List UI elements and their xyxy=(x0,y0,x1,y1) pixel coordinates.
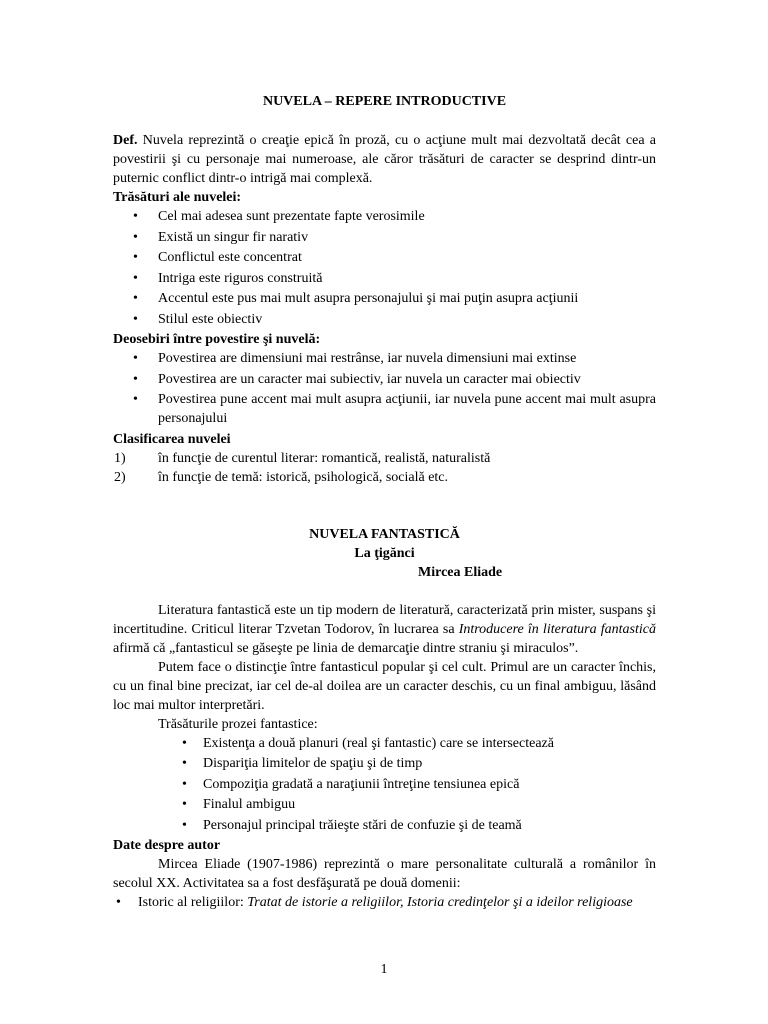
list-item xyxy=(113,893,656,912)
list-item: • Personajul principal trăieşte stări de confuzie şi de teamă xyxy=(113,816,656,835)
list-item: • Finalul ambiguu xyxy=(113,795,656,814)
list-item: • Povestirea are dimensiuni mai restrânse, iar nuvela dimensiuni mai extinse xyxy=(113,349,656,368)
item-number: 2) xyxy=(114,469,126,485)
list-item: • Stilul este obiectiv xyxy=(113,310,656,329)
definition-text: Nuvela reprezintă o creaţie epică în proză, cu o acţiune mult mai dezvoltată decât cea a povestirii şi cu personaje mai numeroase, ale căror trăsături de caracter se desprind dintr-un puternic conflict dintr-o intrigă mai complexă. xyxy=(113,133,656,186)
list-item xyxy=(113,449,656,468)
intro-paragraph xyxy=(113,601,656,658)
section-spacer xyxy=(113,487,656,525)
page-number: 1 xyxy=(380,962,388,977)
list-item: • Accentul este pus mai mult asupra personajului şi mai puţin asupra acţiunii xyxy=(113,289,656,308)
classification-heading: Clasificarea nuvelei xyxy=(113,431,231,447)
list-item: • Existenţa a două planuri (real şi fantastic) care se intersectează xyxy=(113,734,656,753)
list-item: • Cel mai adesea sunt prezentate fapte verosimile xyxy=(113,207,656,226)
intro-text: Literatura fantastică este un tip modern de literatură, caracterizată prin mister, suspans şi incertitudine. Criticul literar Tzvetan Todorov, în lucrarea sa xyxy=(113,602,656,637)
differences-list xyxy=(113,349,656,428)
definition-label: Def. xyxy=(113,133,138,148)
book-title: Introducere în literatura fantastică xyxy=(458,621,656,637)
item-number: 1) xyxy=(114,450,126,466)
page-title: NUVELA – REPERE INTRODUCTIVE xyxy=(262,94,507,109)
bullet-label: Istoric al religiilor: xyxy=(138,895,248,910)
author-list xyxy=(113,893,656,912)
traits-list xyxy=(113,207,656,329)
author-paragraph: Mircea Eliade (1907-1986) reprezintă o mare personalitate culturală a românilor în secolul XX. Activitatea sa a fost desfăşurată pe două domenii: xyxy=(113,857,656,891)
section-title: NUVELA FANTASTICĂ xyxy=(309,526,460,542)
item-text: în funcţie de curentul literar: romantică, realistă, naturalistă xyxy=(158,450,491,466)
list-item: • Intriga este riguros construită xyxy=(113,269,656,288)
list-item: • Povestirea are un caracter mai subiectiv, iar nuvela un caracter mai obiectiv xyxy=(113,370,656,389)
classification-list xyxy=(113,449,656,487)
list-item: • Dispariţia limitelor de spaţiu şi de timp xyxy=(113,754,656,773)
list-item: • Povestirea pune accent mai mult asupra acţiunii, iar nuvela pune accent mai mult asupra personajului xyxy=(113,390,656,428)
list-item: • Compoziţia gradată a naraţiunii întreţine tensiunea epică xyxy=(113,775,656,794)
differences-heading: Deosebiri între povestire şi nuvelă: xyxy=(113,332,321,347)
bullet-works: Tratat de istorie a religiilor, Istoria credinţelor şi a ideilor religioase xyxy=(247,895,633,910)
author-heading: Date despre autor xyxy=(113,838,221,853)
intro-text-end: afirmă că „fantasticul se găseşte pe linia de demarcaţie dintre straniu şi miraculos”. xyxy=(113,640,579,656)
list-item: • Conflictul este concentrat xyxy=(113,248,656,267)
traits-heading: Trăsături ale nuvelei: xyxy=(113,190,242,205)
fantastic-heading: Trăsăturile prozei fantastice: xyxy=(158,716,318,732)
fantastic-list xyxy=(113,734,656,835)
distinction-paragraph: Putem face o distincţie între fantasticul popular şi cel cult. Primul are un caracter închis, cu un final bine precizat, iar cel de-al doilea are un caracter deschis, cu un final ambiguu, lăsând loc mai multor interpretări. xyxy=(113,659,656,713)
list-item: • Există un singur fir narativ xyxy=(113,228,656,247)
item-text: în funcţie de temă: istorică, psihologică, socială etc. xyxy=(158,469,449,485)
author-name: Mircea Eliade xyxy=(418,564,503,580)
work-title: La ţigănci xyxy=(354,545,415,561)
list-item xyxy=(113,468,656,487)
spacer xyxy=(113,582,656,601)
definition-paragraph xyxy=(113,131,656,188)
document-page xyxy=(113,92,656,914)
